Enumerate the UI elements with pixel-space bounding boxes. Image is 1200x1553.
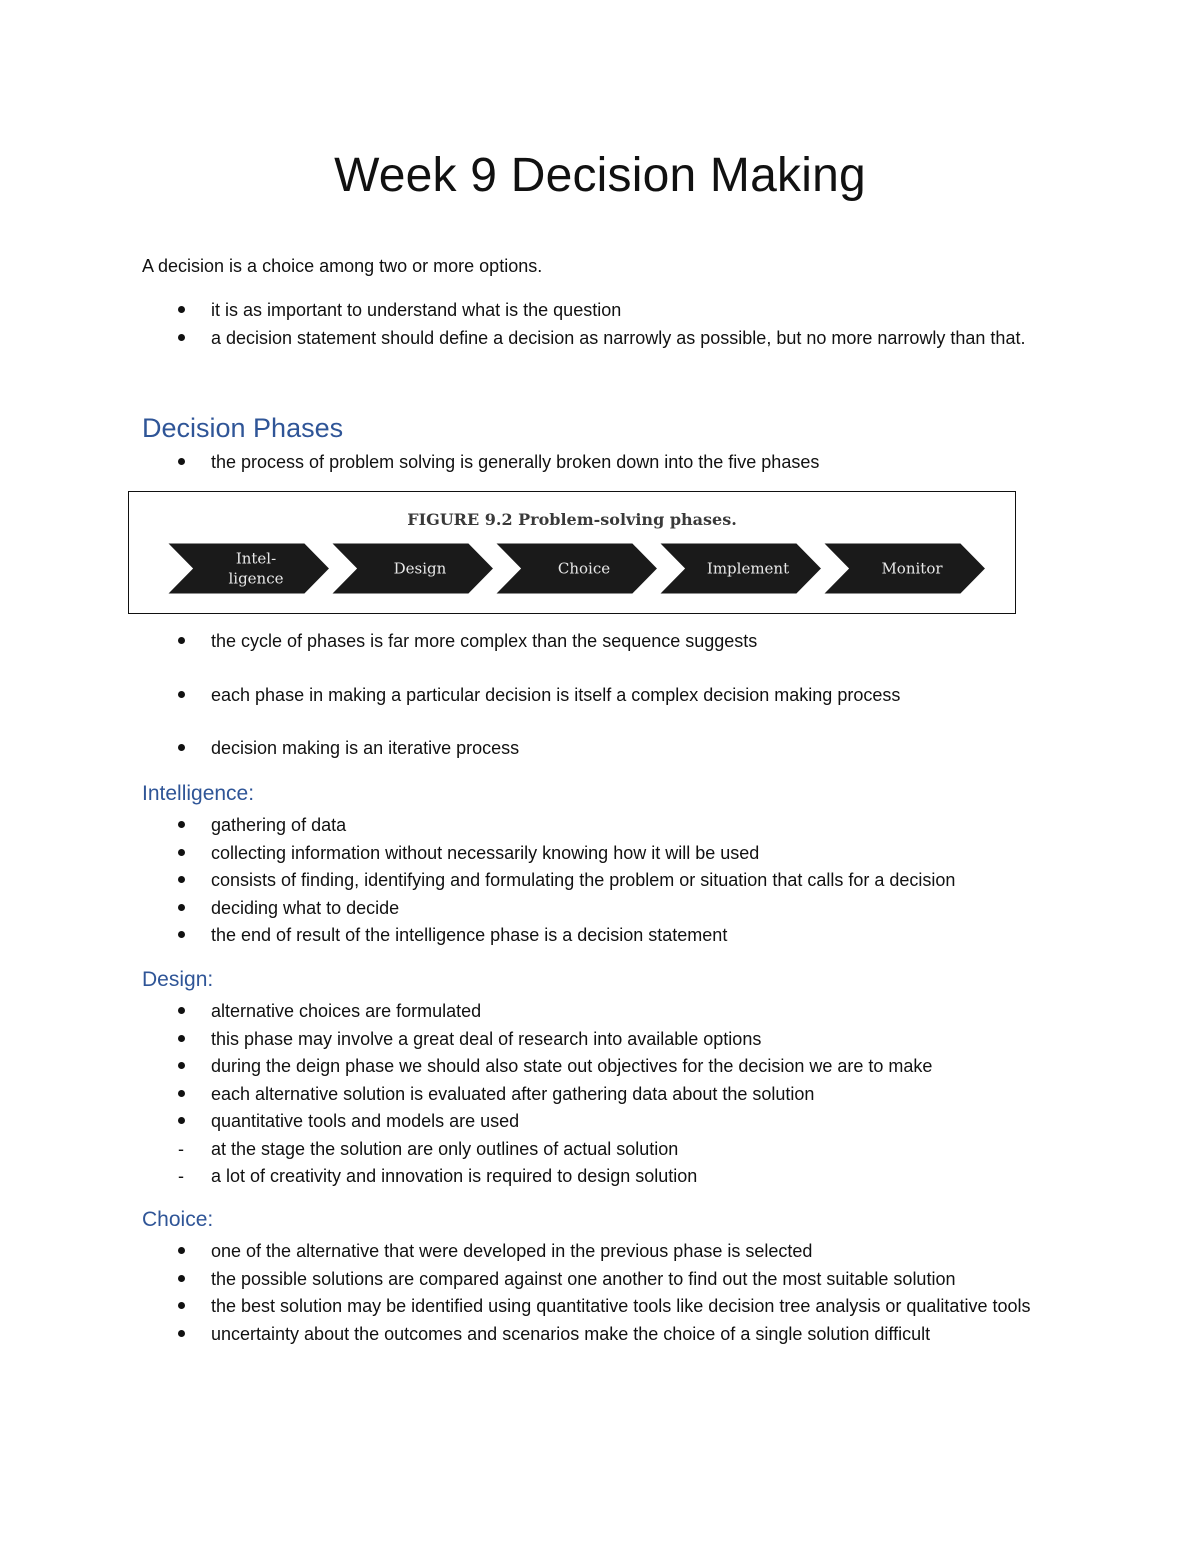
list-item-text: one of the alternative that were developed in the previous phase is selected — [211, 1241, 813, 1261]
list-item-text: the best solution may be identified using quantitative tools like decision tree analysis or qualitative tools — [211, 1296, 1031, 1316]
bullet-marker — [174, 1053, 188, 1081]
list-item — [0, 1136, 1200, 1164]
list-item — [0, 682, 1200, 710]
list-item — [0, 1081, 1200, 1109]
phases-arrow-diagram — [129, 492, 1014, 612]
bullet-marker — [174, 895, 188, 923]
bullet-marker — [174, 1081, 188, 1109]
bullet-marker — [174, 735, 188, 763]
list-item-text: this phase may involve a great deal of research into available options — [211, 1028, 762, 1049]
list-item — [0, 1238, 1200, 1266]
bullet-marker — [174, 1026, 188, 1054]
list-item-text: the cycle of phases is far more complex than the sequence suggests — [211, 631, 758, 651]
list-item — [0, 1163, 1200, 1191]
list-item-text: the possible solutions are compared against one another to find out the most suitable solution — [211, 1268, 956, 1289]
list-item-text: deciding what to decide — [211, 897, 400, 918]
bullet-marker — [174, 297, 188, 325]
list-item — [0, 628, 1200, 656]
phase-label: Monitor — [881, 559, 943, 578]
bullet-marker — [174, 867, 188, 895]
phase-label: ligence — [228, 569, 284, 588]
section-heading-intelligence: Intelligence: — [142, 782, 255, 805]
list-item — [0, 922, 1200, 950]
figure-caption: FIGURE 9.2 Problem-solving phases. — [407, 510, 737, 529]
section-heading-design: Design: — [142, 968, 214, 991]
list-item — [0, 1053, 1200, 1081]
section-heading-choice: Choice: — [142, 1208, 214, 1231]
list-item-text: gathering of data — [211, 815, 347, 835]
phase-label: Design — [393, 559, 447, 578]
bullet-marker — [174, 922, 188, 950]
bullet-marker — [174, 840, 188, 868]
bullet-marker — [174, 682, 188, 710]
page-title: Week 9 Decision Making — [334, 149, 866, 202]
choice-bullet-list — [0, 1238, 1200, 1348]
list-item — [0, 840, 1200, 868]
list-item-text: at the stage the solution are only outlines of actual solution — [211, 1138, 679, 1159]
list-item — [0, 895, 1200, 923]
bullet-marker — [174, 1108, 188, 1136]
dash-marker: - — [178, 1166, 184, 1186]
phase-label: Choice — [557, 559, 611, 578]
phases-bullet-list-before — [0, 449, 1200, 477]
section-heading-decision-phases: Decision Phases — [142, 413, 344, 443]
list-item — [0, 1321, 1200, 1349]
bullet-marker — [174, 628, 188, 656]
list-item-text: a lot of creativity and innovation is required to design solution — [211, 1166, 698, 1186]
bullet-marker — [174, 812, 188, 840]
problem-solving-phases-figure — [128, 491, 1016, 614]
list-item-text: during the deign phase we should also state out objectives for the decision we are to make — [211, 1056, 933, 1076]
list-item-text: each alternative solution is evaluated after gathering data about the solution — [211, 1083, 815, 1104]
list-item — [0, 449, 1200, 477]
bullet-marker — [174, 1238, 188, 1266]
intro-bullet-list — [0, 297, 1200, 352]
phases-bullet-list-after — [0, 628, 1200, 789]
list-item — [0, 998, 1200, 1026]
phase-label: Implement — [706, 559, 790, 578]
bullet-marker — [174, 1321, 188, 1349]
bullet-marker — [174, 325, 188, 353]
list-item-text: consists of finding, identifying and formulating the problem or situation that calls for a decision — [211, 870, 956, 890]
list-item-text: each phase in making a particular decision is itself a complex decision making process — [211, 684, 901, 705]
design-bullet-list — [0, 998, 1200, 1191]
list-item-text: collecting information without necessarily knowing how it will be used — [211, 842, 760, 863]
bullet-marker — [174, 998, 188, 1026]
list-item-text: uncertainty about the outcomes and scenarios make the choice of a single solution difficult — [211, 1323, 931, 1344]
list-item-text: alternative choices are formulated — [211, 1001, 482, 1021]
list-item-text: the end of result of the intelligence phase is a decision statement — [211, 925, 728, 945]
list-item — [0, 1108, 1200, 1136]
list-item — [0, 325, 1200, 353]
list-item — [0, 1266, 1200, 1294]
list-item-text: quantitative tools and models are used — [211, 1111, 520, 1131]
bullet-marker — [174, 1266, 188, 1294]
phase-label: Intel- — [235, 549, 277, 568]
list-item-text: decision making is an iterative process — [211, 738, 520, 758]
list-item — [0, 735, 1200, 763]
intelligence-bullet-list — [0, 812, 1200, 950]
list-item — [0, 1293, 1200, 1321]
list-item — [0, 812, 1200, 840]
list-item-text: the process of problem solving is generally broken down into the five phases — [211, 452, 820, 472]
bullet-marker — [174, 1293, 188, 1321]
list-item-text: a decision statement should define a decision as narrowly as possible, but no more narrowly than that. — [211, 327, 1026, 348]
bullet-marker — [174, 449, 188, 477]
list-item — [0, 1026, 1200, 1054]
intro-paragraph: A decision is a choice among two or more options. — [142, 256, 543, 276]
list-item — [0, 297, 1200, 325]
dash-marker: - — [178, 1138, 184, 1159]
list-item-text: it is as important to understand what is the question — [211, 300, 622, 320]
list-item — [0, 867, 1200, 895]
